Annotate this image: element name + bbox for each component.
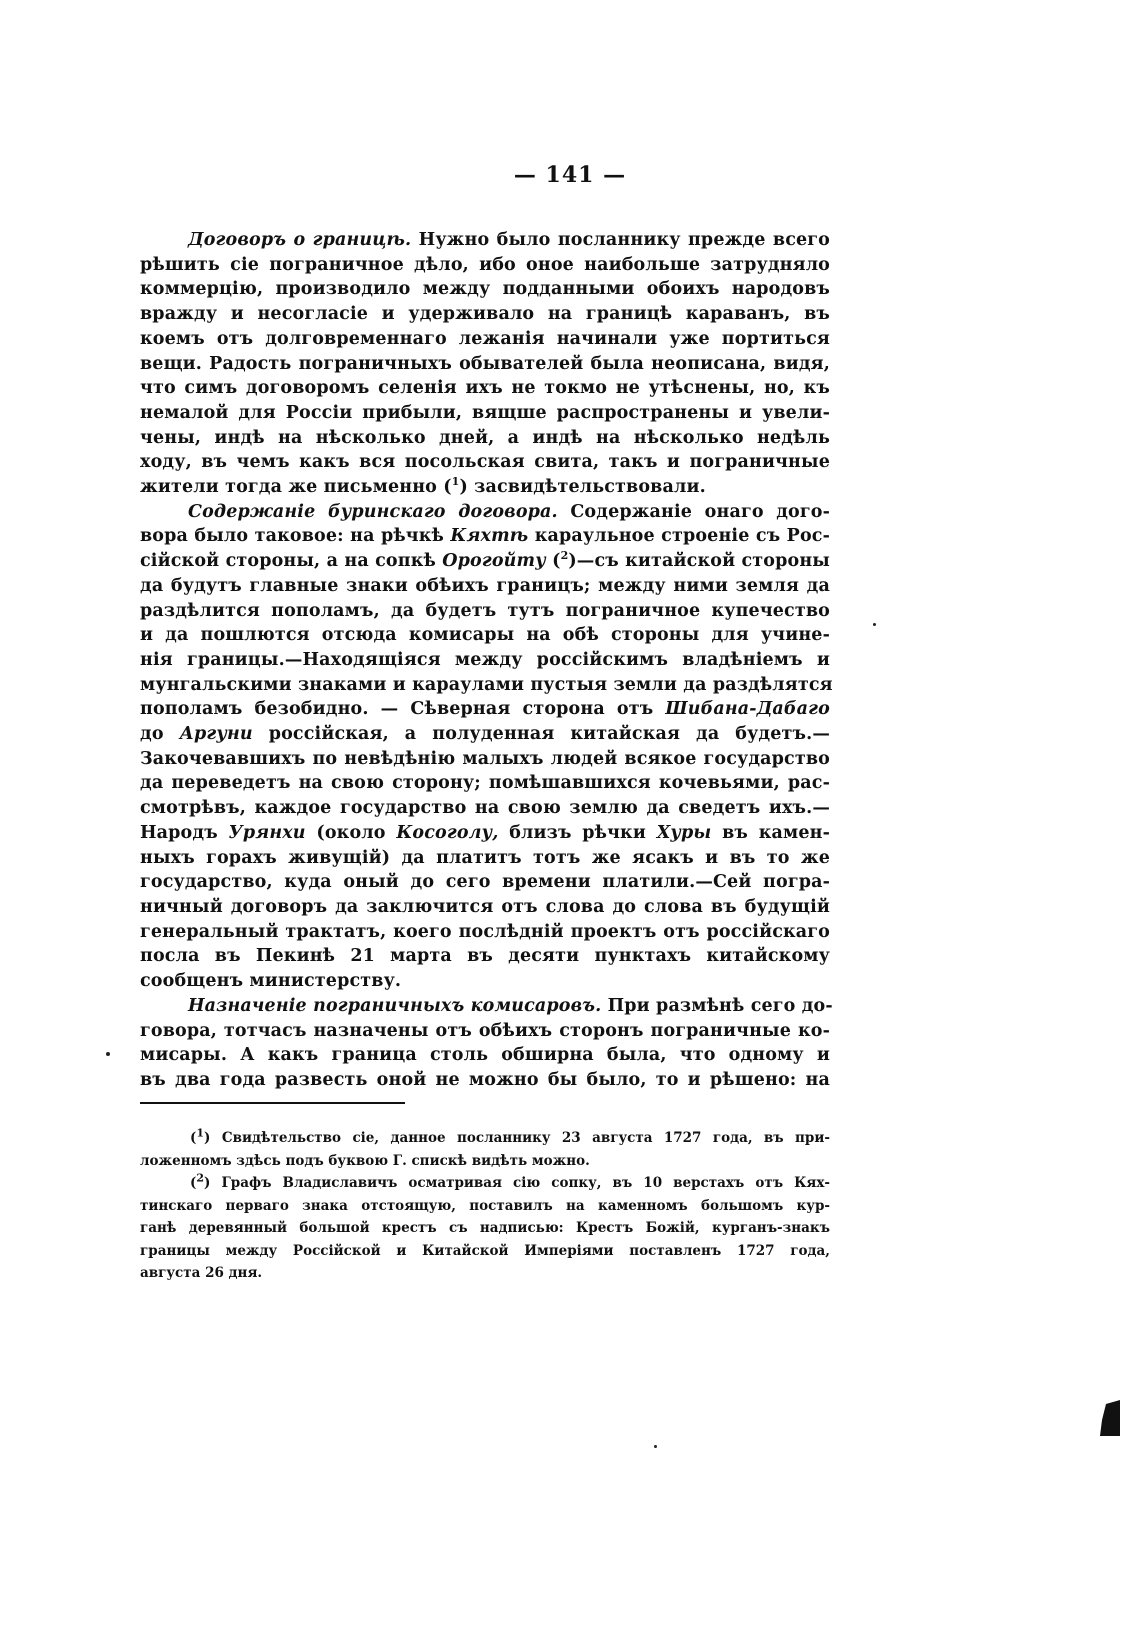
footnote-reference: 2 — [196, 1171, 205, 1185]
text-line — [140, 1217, 830, 1240]
line-text: въ два года развесть оной не можно бы было, то и рѣшено: на — [140, 1069, 830, 1090]
text-line — [140, 1150, 830, 1173]
line-text: нія границы.—Находящіяся между россійскимъ владѣніемъ и — [140, 649, 830, 670]
text-line — [140, 920, 830, 945]
line-text: рѣшить сіе пограничное дѣло, ибо оное наибольше затрудняло — [140, 254, 830, 275]
text-line — [140, 1043, 830, 1068]
text-line — [140, 376, 830, 401]
place-name: Кяхтѣ — [450, 526, 529, 547]
text-line — [140, 846, 830, 871]
text-line — [140, 994, 833, 1019]
text-line — [140, 969, 830, 994]
line-text: августа 26 дня. — [140, 1265, 263, 1281]
place-name: Шибана-Дабаго — [665, 699, 830, 720]
text-line — [140, 426, 830, 451]
line-text: немалой для Россіи прибыли, вящше распространены и увели- — [140, 402, 830, 423]
footnote-reference: 2 — [560, 549, 569, 563]
line-text: караульное строеніе съ Рос- — [528, 526, 831, 547]
line-text: государство, куда оный до сего времени платили.—Сей погра- — [140, 872, 830, 893]
line-text: сообщенъ министерству. — [140, 971, 402, 992]
line-text: генеральный трактатъ, коего послѣдній проектъ отъ россійскаго — [140, 921, 830, 942]
main-text — [140, 228, 833, 1093]
paragraph-heading: Договоръ о границѣ. — [188, 230, 412, 250]
line-text: Содержаніе онаго дого- — [557, 501, 830, 522]
text-line — [140, 771, 830, 796]
text-line — [140, 1068, 830, 1093]
line-text: Народъ — [140, 822, 229, 843]
footnotes — [140, 1127, 830, 1285]
place-name: Косоголу, — [396, 822, 499, 843]
paragraph — [140, 500, 833, 994]
text-line — [140, 1195, 830, 1218]
line-text: (около — [305, 822, 397, 843]
text-line — [140, 1240, 830, 1263]
line-text: ( — [545, 551, 561, 572]
line-text: ныхъ горахъ живущій) да платитъ тотъ же ясакъ и въ то же — [140, 847, 830, 868]
stray-mark — [873, 623, 876, 626]
text-line — [140, 401, 830, 426]
line-text: близъ рѣчки — [498, 822, 657, 843]
text-line — [140, 673, 833, 698]
line-text: коемъ отъ долговременнаго лежанія начинали уже портиться — [140, 328, 830, 349]
text-line — [140, 722, 830, 747]
text-line — [140, 944, 830, 969]
line-text: да будутъ главные знаки обѣихъ границъ; между ними земля да — [140, 575, 830, 596]
line-text: тинскаго перваго знака отстоящую, поставилъ на каменномъ большомъ кур- — [140, 1197, 830, 1214]
text-line — [140, 1019, 830, 1044]
page-number: — 141 — — [513, 162, 627, 188]
line-text: ( — [190, 1130, 197, 1146]
line-text: вражду и несогласіе и удерживало на границѣ караванъ, въ — [140, 304, 830, 325]
line-text: мунгальскими знаками и караулами пустыя земли да раздѣлятся — [140, 674, 833, 695]
line-text: ) Графъ Владиславичъ осматривая сію сопку, въ 10 верстахъ отъ Кях- — [204, 1175, 830, 1191]
line-text: )—съ китайской стороны — [568, 551, 830, 572]
stray-mark — [106, 1052, 110, 1056]
text-line — [140, 895, 830, 920]
line-text: ) засвидѣтельствовали. — [459, 477, 706, 498]
text-line — [140, 574, 830, 599]
place-name: Аргуни — [179, 724, 253, 745]
footnote-reference: 1 — [451, 475, 460, 489]
line-text: смотрѣвъ, каждое государство на свою землю да сведетъ ихъ.— — [140, 798, 830, 819]
line-text: коммерцію, производило между подданными обоихъ народовъ — [140, 279, 830, 300]
paragraph — [140, 228, 830, 500]
line-text: мисары. А какъ граница столь обширна была, что одному и — [140, 1045, 830, 1066]
line-text: ложенномъ здѣсь подъ буквою Г. спискѣ видѣть можно. — [140, 1152, 590, 1169]
stray-mark — [654, 1445, 657, 1448]
paragraph-heading: Назначеніе пограничныхъ комисаровъ. — [188, 995, 602, 1016]
footnote-reference: 1 — [196, 1126, 205, 1140]
line-text: Закочевавшихъ по невѣдѣнію малыхъ людей всякое государство — [140, 748, 830, 769]
line-text: жители тогда же письменно ( — [140, 477, 452, 498]
text-line — [140, 1127, 830, 1150]
place-name: Орогойту — [442, 551, 546, 572]
text-line — [140, 524, 830, 549]
footnote-divider — [140, 1102, 405, 1104]
text-line — [140, 352, 830, 377]
line-text: въ камен- — [711, 822, 831, 843]
line-text: россійская, а полуденная китайская да будетъ.— — [252, 724, 830, 745]
line-text: да переведетъ на свою сторону; помѣшавшихся кочевьями, рас- — [140, 773, 830, 794]
text-line — [140, 228, 830, 253]
text-line — [140, 500, 830, 525]
text-line — [140, 450, 830, 475]
place-name: Урянхи — [228, 822, 306, 843]
line-text: При размѣнѣ сего до- — [601, 995, 833, 1016]
text-line — [140, 277, 830, 302]
text-line — [140, 623, 830, 648]
line-text: ) Свидѣтельство сіе, данное посланнику 23 августа 1727 года, въ при- — [204, 1130, 830, 1146]
line-text: чены, индѣ на нѣсколько дней, а индѣ на нѣсколько недѣль — [140, 427, 830, 448]
line-text: ( — [190, 1175, 197, 1191]
text-line — [140, 870, 830, 895]
footnote — [140, 1127, 830, 1172]
line-text: что симъ договоромъ селенія ихъ не токмо не утѣснены, но, къ — [140, 378, 830, 399]
line-text: и да пошлются отсюда комисары на обѣ стороны для учине- — [140, 625, 830, 646]
paragraph — [140, 994, 833, 1093]
text-line — [140, 747, 830, 772]
text-line — [140, 253, 830, 278]
text-line — [140, 475, 830, 500]
line-text: вещи. Радость пограничныхъ обывателей была неописана, видя, — [140, 353, 830, 374]
line-text: сійской стороны, а на сопкѣ — [140, 551, 443, 572]
text-line — [140, 697, 830, 722]
text-line — [140, 1172, 830, 1195]
line-text: до — [140, 724, 180, 745]
footnote — [140, 1172, 830, 1285]
line-text: ничный договоръ да заключится отъ слова до слова въ будущій — [140, 896, 830, 917]
text-line — [140, 302, 830, 327]
text-line — [140, 327, 830, 352]
place-name: Хуры — [656, 822, 712, 843]
line-text: пополамъ безобидно. — Сѣверная сторона отъ — [140, 699, 666, 720]
text-line — [140, 821, 830, 846]
line-text: говора, тотчасъ назначены отъ обѣихъ сторонъ пограничные ко- — [140, 1020, 830, 1041]
text-line — [140, 648, 830, 673]
line-text: ганѣ деревянный большой крестъ съ надписью: Крестъ Божій, курганъ-знакъ — [140, 1220, 830, 1236]
line-text: границы между Россійской и Китайской Имперіями поставленъ 1727 года, — [140, 1242, 830, 1259]
line-text: раздѣлится пополамъ, да будетъ тутъ пограничное купечество — [140, 600, 830, 621]
text-line — [140, 796, 830, 821]
line-text: посла въ Пекинѣ 21 марта въ десяти пунктахъ китайскому — [140, 946, 830, 967]
text-line — [140, 1262, 830, 1285]
text-line — [140, 549, 830, 574]
line-text: вора было таковое: на рѣчкѣ — [140, 526, 451, 547]
text-line — [140, 599, 830, 624]
paragraph-heading: Содержаніе буринскаго договора. — [188, 501, 558, 522]
page-edge-marker — [1100, 1400, 1120, 1436]
line-text: Нужно было посланнику прежде всего — [411, 230, 830, 250]
line-text: ходу, въ чемъ какъ вся посольская свита, такъ и пограничные — [140, 452, 830, 473]
